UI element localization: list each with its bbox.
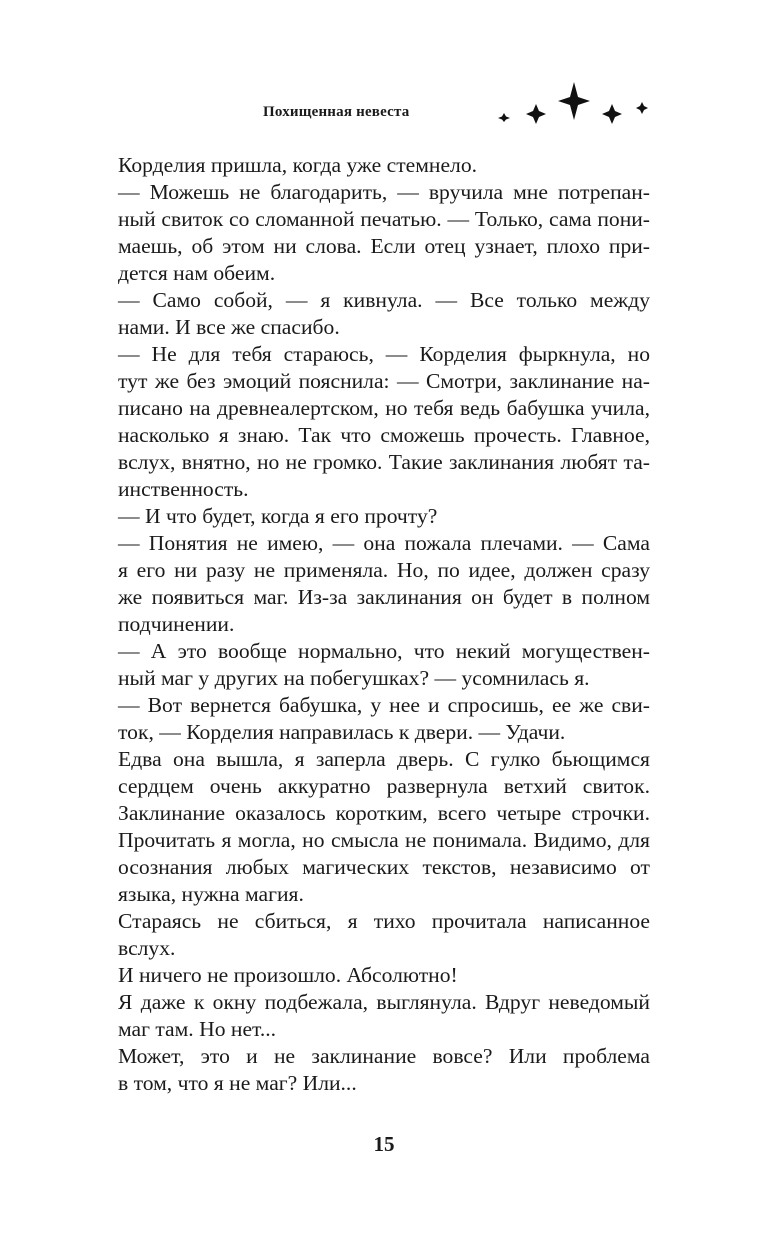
text-line: писано на древнеалертском, но тебя ведь бабушка учила, bbox=[118, 396, 650, 420]
running-title: Похищенная невеста bbox=[263, 104, 410, 120]
text-line: в том, что я не маг? Или... bbox=[118, 1071, 357, 1095]
text-line: инственность. bbox=[118, 477, 249, 501]
text-line: Едва она вышла, я заперла дверь. С гулко бьющимся bbox=[118, 747, 650, 771]
text-line: нами. И все же спасибо. bbox=[118, 315, 340, 339]
text-line: Может, это и не заклинание вовсе? Или проблема bbox=[118, 1044, 650, 1068]
text-line: насколько я знаю. Так что сможешь прочесть. Главное, bbox=[118, 423, 650, 447]
text-line: ток, — Корделия направилась к двери. — Удачи. bbox=[118, 720, 566, 744]
body-text bbox=[118, 152, 650, 1097]
text-line: же появиться маг. Из-за заклинания он будет в полном bbox=[118, 585, 650, 609]
stars-ornament-icon bbox=[490, 76, 670, 146]
text-line: — А это вообще нормально, что некий могуществен- bbox=[118, 639, 650, 663]
text-line: — Само собой, — я кивнула. — Все только между bbox=[118, 288, 650, 312]
text-line: я его ни разу не применяла. Но, по идее, должен сразу bbox=[118, 558, 650, 582]
text-line: подчинении. bbox=[118, 612, 235, 636]
text-line: Корделия пришла, когда уже стемнело. bbox=[118, 153, 478, 177]
text-line: языка, нужна магия. bbox=[118, 882, 304, 906]
text-line: маг там. Но нет... bbox=[118, 1017, 277, 1041]
text-line: Прочитать я могла, но смысла не понимала. Видимо, для bbox=[118, 828, 650, 852]
text-line: Стараясь не сбиться, я тихо прочитала написанное bbox=[118, 909, 650, 933]
text-line: вслух, внятно, но не громко. Такие заклинания любят та- bbox=[118, 450, 650, 474]
text-line: — Можешь не благодарить, — вручила мне потрепан- bbox=[118, 180, 650, 204]
text-line: Заклинание оказалось коротким, всего четыре строчки. bbox=[118, 801, 650, 825]
text-line: маешь, об этом ни слова. Если отец узнает, плохо при- bbox=[118, 234, 650, 258]
text-line: дется нам обеим. bbox=[118, 261, 276, 285]
text-line: вслух. bbox=[118, 936, 176, 960]
text-line: ный свиток со сломанной печатью. — Только, сама пони- bbox=[118, 207, 650, 231]
text-line: — Вот вернется бабушка, у нее и спросишь, ее же сви- bbox=[118, 693, 650, 717]
text-line: ный маг у других на побегушках? — усомнилась я. bbox=[118, 666, 590, 690]
text-line: тут же без эмоций пояснила: — Смотри, заклинание на- bbox=[118, 369, 650, 393]
text-line: осознания любых магических текстов, независимо от bbox=[118, 855, 650, 879]
page-number: 15 bbox=[373, 1132, 395, 1156]
text-line: сердцем очень аккуратно развернула ветхий свиток. bbox=[118, 774, 650, 798]
text-line: — Понятия не имею, — она пожала плечами. — Сама bbox=[118, 531, 650, 555]
text-line: — Не для тебя стараюсь, — Корделия фыркнула, но bbox=[118, 342, 650, 366]
text-line: И ничего не произошло. Абсолютно! bbox=[118, 963, 458, 987]
text-line: Я даже к окну подбежала, выглянула. Вдруг неведомый bbox=[118, 990, 650, 1014]
text-line: — И что будет, когда я его прочту? bbox=[118, 504, 438, 528]
